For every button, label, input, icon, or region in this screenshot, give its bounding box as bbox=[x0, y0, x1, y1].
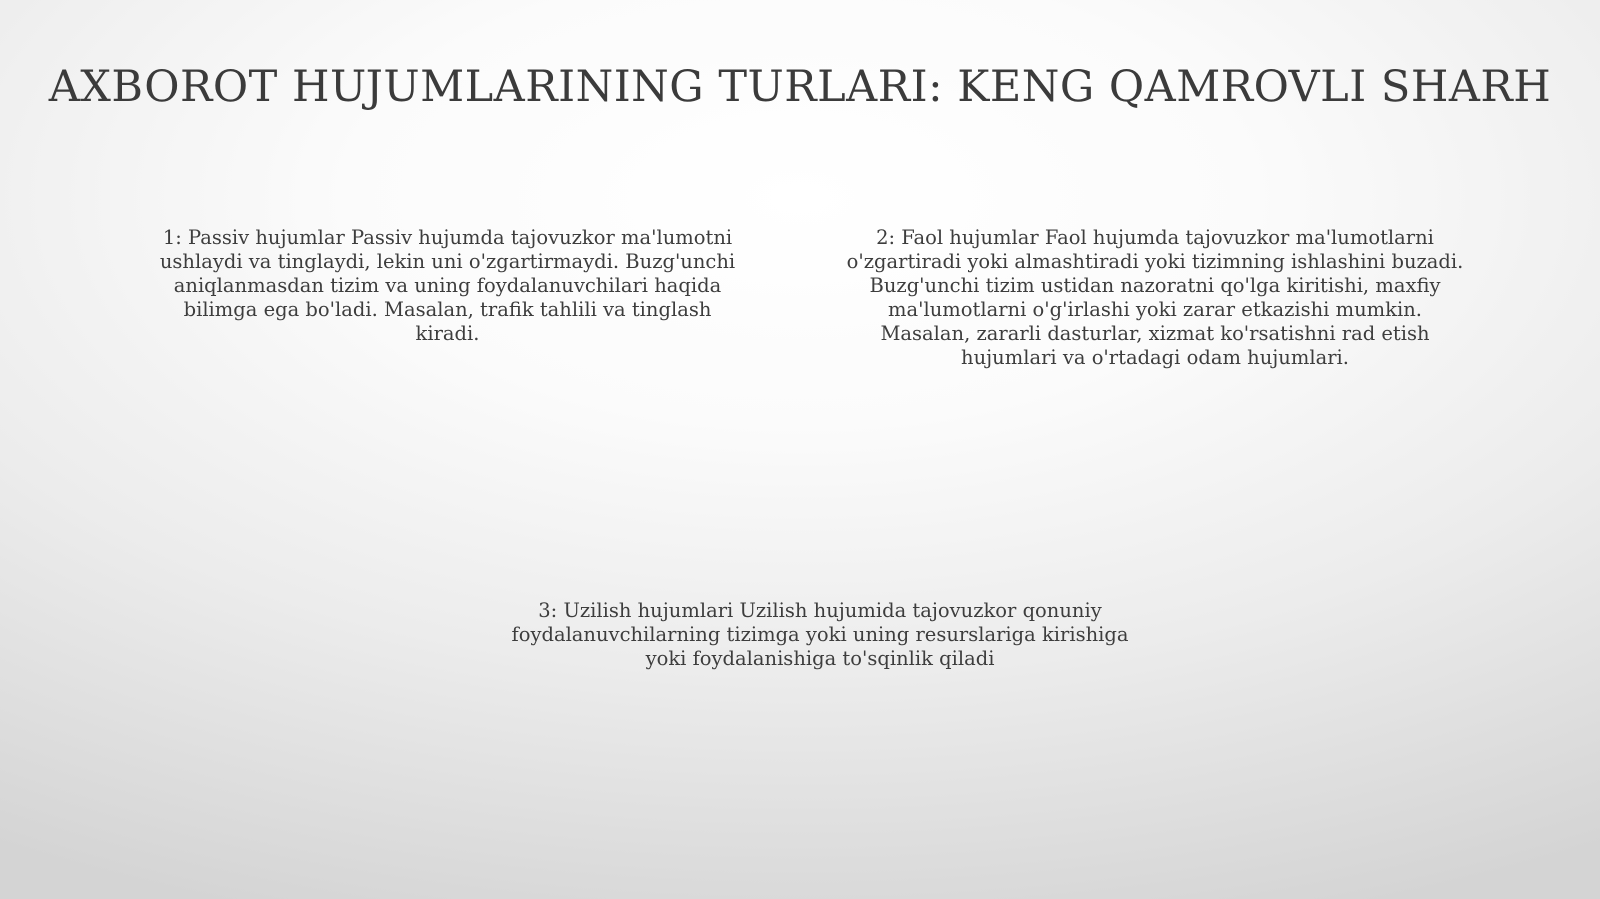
text-block-active-attacks: 2: Faol hujumlar Faol hujumda tajovuzkor ma'lumotlarni o'zgartiradi yoki almashtiradi yoki tizimning ishlashini buzadi. Buzg'unchi tizim ustidan nazoratni qo'lga kiritishi, maxfiy ma'lumotlarni o'g'irlashi yoki zarar etkazishi mumkin. Masalan, zararli dasturlar, xizmat ko'rsatishni rad etish hujumlari va o'rtadagi odam hujumlari. bbox=[846, 226, 1464, 369]
slide-title: AXBOROT HUJUMLARINING TURLARI: KENG QAMROVLI SHARH bbox=[48, 62, 1552, 112]
text-block-interruption-attacks: 3: Uzilish hujumlari Uzilish hujumida tajovuzkor qonuniy foydalanuvchilarning tizimga yoki uning resurslariga kirishiga yoki foydalanishiga to'sqinlik qiladi bbox=[511, 599, 1129, 670]
text-block-passive-attacks: 1: Passiv hujumlar Passiv hujumda tajovuzkor ma'lumotni ushlaydi va tinglaydi, lekin uni o'zgartirmaydi. Buzg'unchi aniqlanmasdan tizim va uning foydalanuvchilari haqida bilimga ega bo'ladi. Masalan, trafik tahlili va tinglash kiradi. bbox=[159, 226, 736, 345]
